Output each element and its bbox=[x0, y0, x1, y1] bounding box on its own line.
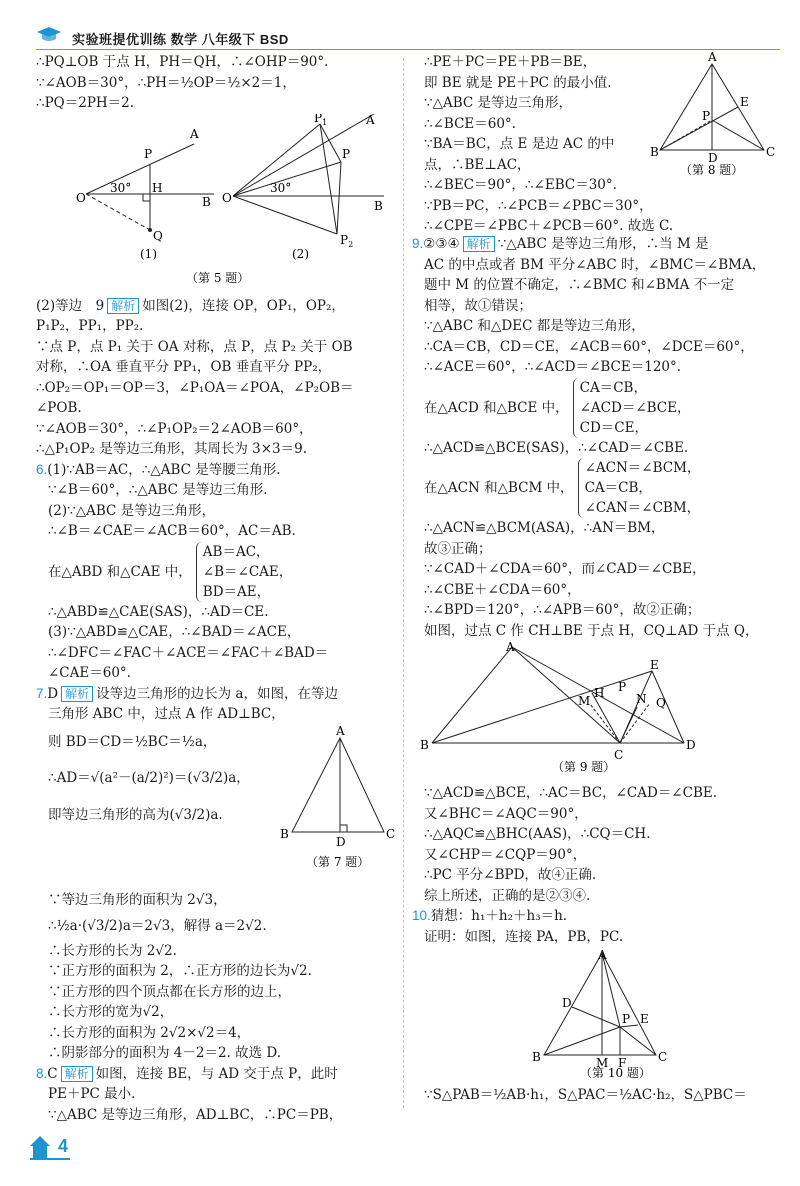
text-line: 即等边三角形的高为(√3/2)a. bbox=[48, 806, 223, 823]
graduation-cap-icon bbox=[36, 26, 62, 44]
text-line: 证明：如图，连接 PA，PB，PC. bbox=[424, 928, 624, 945]
svg-text:30°: 30° bbox=[110, 180, 132, 195]
text-line: ∵∠AOB＝30°，∴PH＝½OP＝½×2＝1， bbox=[36, 74, 296, 91]
text-line: ∴PQ⊥OB 于点 H，PH＝QH，∴∠OHP＝90°. bbox=[36, 54, 329, 70]
left-column bbox=[36, 52, 396, 1125]
text-line: 又∠CHP＝∠CQP＝90°， bbox=[424, 846, 587, 863]
text-line: ∵△ABC 是等边三角形，AD⊥BC，∴PC＝PB， bbox=[48, 1106, 343, 1123]
text-line: (3)∵△ABD≌△CAE，∴∠BAD＝∠ACE， bbox=[48, 624, 301, 640]
text-line: (2)∵△ABC 是等边三角形， bbox=[48, 502, 216, 519]
svg-text:A: A bbox=[506, 641, 515, 654]
text-line: ∴△AQC≌△BHC(AAS)，∴CQ＝CH. bbox=[424, 826, 651, 842]
svg-text:Q: Q bbox=[153, 228, 163, 243]
text-line: ∴∠CBE＋∠CDA＝60°， bbox=[424, 581, 581, 598]
column-divider bbox=[403, 58, 404, 1108]
fig8-caption: （第 8 题） bbox=[680, 163, 744, 177]
question-9: 9.②③④ 解析 ∵△ABC 是等边三角形，∴当 M 是 bbox=[412, 236, 709, 252]
text-line: ∴∠B＝∠CAE＝∠ACB＝60°，AC＝AB. bbox=[48, 523, 296, 539]
svg-text:O: O bbox=[222, 190, 232, 205]
text-line: ∴长方形的宽为√2， bbox=[48, 1004, 174, 1020]
text-line: ∴PQ＝2PH＝2. bbox=[36, 95, 135, 111]
text-line: ∵S△PAB＝½AB·h₁，S△PAC＝½AC·h₂，S△PBC＝ bbox=[424, 1087, 747, 1103]
svg-text:B: B bbox=[280, 827, 289, 841]
text-line: AC 的中点或者 BM 平分∠ABC 时，∠BMC＝∠BMA， bbox=[424, 256, 766, 273]
svg-text:A: A bbox=[708, 52, 717, 64]
text-line: ∴∠CPE＝∠PBC＋∠PCB＝60°. 故选 C. bbox=[424, 218, 674, 234]
text-line: 则 BD＝CD＝½BC＝½a， bbox=[48, 733, 217, 750]
svg-text:B: B bbox=[650, 145, 659, 159]
figure-5 bbox=[36, 114, 396, 296]
text-line: (2)等边 9 解析 如图(2)，连接 OP，OP₁，OP₂， bbox=[36, 297, 345, 314]
text-line: 又∠BHC＝∠AQC＝90°， bbox=[424, 805, 588, 822]
text-line: ∵∠AOB＝30°，∴∠P₁OP₂＝2∠AOB＝60°， bbox=[36, 420, 313, 437]
text-line: ∴△ABD≌△CAE(SAS)，∴AD＝CE. bbox=[48, 603, 269, 620]
figure-10-diagram bbox=[412, 947, 782, 1081]
fig10-caption: （第 10 题） bbox=[580, 1066, 651, 1080]
header-rule bbox=[36, 49, 780, 50]
text-line: ∴½a·(√3/2)a＝2√3，解得 a＝2√2. bbox=[48, 917, 267, 934]
analysis-tag: 解析 bbox=[107, 298, 139, 314]
fig5-caption: （第 5 题） bbox=[186, 270, 250, 285]
text-line: 如图，过点 C 作 CH⊥BE 于点 H，CQ⊥AD 于点 Q， bbox=[424, 622, 759, 639]
svg-text:E: E bbox=[650, 658, 659, 672]
svg-text:D: D bbox=[336, 835, 346, 849]
svg-text:N: N bbox=[636, 692, 647, 706]
text-line: ∴△ACN≌△BCM(ASA)，∴AN＝BM， bbox=[424, 520, 665, 536]
analysis-tag: 解析 bbox=[61, 1066, 93, 1082]
svg-text:B: B bbox=[532, 1050, 541, 1064]
text-line: ∠CAE＝60°. bbox=[48, 665, 131, 681]
question-6: 6.(1)∵AB＝AC，∴△ABC 是等腰三角形. bbox=[36, 461, 281, 478]
svg-text:D: D bbox=[686, 738, 696, 752]
text-line: ∴AD＝√(a²－(a/2)²)＝(√3/2)a， bbox=[48, 769, 250, 786]
text-line: ∴PC 平分∠BPD，故④正确. bbox=[424, 867, 597, 883]
svg-text:A: A bbox=[366, 113, 375, 127]
text-line: ∵正方形的面积为 2，∴正方形的边长为√2. bbox=[48, 963, 312, 979]
question-8: 8.C 解析 如图，连接 BE，与 AD 交于点 P，此时 bbox=[36, 1065, 338, 1082]
svg-text:M: M bbox=[578, 694, 591, 708]
system-brace-1: 在△ABD 和△CAE 中， AB＝AC， ∠B＝∠CAE， BD＝AE， bbox=[48, 543, 293, 600]
q8-continued bbox=[412, 52, 782, 234]
text-line: ∵∠B＝60°，∴△ABC 是等边三角形. bbox=[48, 482, 268, 498]
text-line: 即 BE 就是 PE＋PC 的最小值. bbox=[424, 74, 612, 91]
svg-text:Q: Q bbox=[656, 696, 666, 710]
analysis-tag: 解析 bbox=[463, 236, 495, 252]
svg-text:H: H bbox=[594, 686, 605, 700]
page-header bbox=[0, 0, 800, 50]
question-number: 6. bbox=[36, 461, 48, 477]
figure-7-diagram bbox=[276, 726, 396, 872]
svg-text:P1: $P_1$ bbox=[314, 113, 328, 127]
text-line: 题中 M 的位置不确定，∴∠BMC 和∠BMA 不一定 bbox=[424, 277, 735, 293]
svg-text:M: M bbox=[596, 1056, 609, 1070]
text-line: ∵BA＝BC，点 E 是边 AC 的中 bbox=[424, 136, 615, 152]
text-line: ∵点 P，点 P₁ 关于 OA 对称，点 P，点 P₂ 关于 OB bbox=[36, 338, 353, 355]
svg-text:F: F bbox=[618, 1056, 627, 1070]
svg-text:P: P bbox=[342, 146, 351, 161]
text-line: ∵△ACD≌△BCE，∴AC＝BC，∠CAD＝∠CBE. bbox=[424, 785, 718, 801]
svg-text:E: E bbox=[640, 1012, 649, 1026]
text-line: ∴CA＝CB，CD＝CE，∠ACB＝60°，∠DCE＝60°， bbox=[424, 338, 754, 355]
fig5-sub1: (1) bbox=[140, 246, 157, 261]
text-line: ∴长方形的面积为 2√2×√2＝4， bbox=[48, 1024, 251, 1041]
svg-text:30°: 30° bbox=[270, 180, 292, 195]
svg-text:P: P bbox=[618, 680, 627, 694]
right-column bbox=[412, 52, 782, 1106]
svg-text:C: C bbox=[614, 748, 624, 762]
text-line: ∴△ACD≌△BCE(SAS)，∴∠CAD＝∠CBE. bbox=[424, 439, 689, 456]
text-line: ∴OP₂＝OP₁＝OP＝3，∠P₁OA＝∠POA，∠P₂OB＝ bbox=[36, 379, 354, 396]
text-line: ∴PE＋PC＝PE＋PB＝BE， bbox=[424, 54, 597, 70]
fig9-caption: （第 9 题） bbox=[552, 760, 616, 774]
svg-text:A: A bbox=[336, 726, 345, 738]
text-line: ∴∠BCE＝60°. bbox=[424, 115, 516, 132]
svg-text:O: O bbox=[76, 190, 86, 205]
svg-text:P2: $P_2$ bbox=[340, 232, 354, 249]
text-line: ∴长方形的长为 2√2. bbox=[48, 942, 177, 959]
q7-block bbox=[36, 704, 396, 890]
text-line: ∵正方形的四个顶点都在长方形的边上， bbox=[48, 983, 291, 1000]
text-line: ∵∠CAD＋∠CDA＝60°，而∠CAD＝∠CBE， bbox=[424, 561, 706, 577]
system-brace-3: 在△ACN 和△BCM 中， ∠ACN＝∠BCM， CA＝CB， ∠CAN＝∠CBM， bbox=[424, 460, 701, 516]
text-line: ∵△ABC 和△DEC 都是等边三角形， bbox=[424, 318, 645, 334]
svg-text:H: H bbox=[152, 180, 163, 195]
text-line: ∴∠ACE＝60°，∴∠ACD＝∠BCE＝120°. bbox=[424, 359, 682, 375]
svg-text:B: B bbox=[202, 194, 211, 209]
text-line: ∴∠DFC＝∠FAC＋∠ACE＝∠FAC＋∠BAD＝ bbox=[48, 644, 329, 661]
text-line: ∵△ABC 是等边三角形， bbox=[424, 95, 573, 111]
svg-text:A: A bbox=[598, 948, 607, 962]
text-line: 故③正确； bbox=[424, 540, 492, 557]
svg-text:P: P bbox=[144, 146, 153, 161]
svg-text:D: D bbox=[562, 996, 572, 1010]
text-line: ∴∠BPD＝120°，∴∠APB＝60°，故②正确； bbox=[424, 602, 701, 618]
svg-text:P: P bbox=[622, 1012, 631, 1026]
text-line: P₁P₂，PP₁，PP₂. bbox=[36, 318, 144, 334]
analysis-tag: 解析 bbox=[61, 686, 93, 702]
question-7: 7.D 解析 设等边三角形的边长为 a，如图，在等边 bbox=[36, 685, 338, 702]
svg-text:A: A bbox=[190, 126, 199, 141]
text-line: 对称，∴OA 垂直平分 PP₁，OB 垂直平分 PP₂， bbox=[36, 359, 332, 375]
svg-text:C: C bbox=[658, 1050, 668, 1064]
text-line: ∴∠BEC＝90°，∴∠EBC＝30°. bbox=[424, 177, 617, 193]
figure-5-diagram bbox=[36, 114, 396, 296]
text-line: ∴阴影部分的面积为 4－2＝2. 故选 D. bbox=[48, 1045, 282, 1061]
svg-text:D: D bbox=[708, 151, 718, 165]
svg-text:C: C bbox=[766, 145, 776, 159]
text-line: PE＋PC 最小. bbox=[48, 1086, 136, 1102]
svg-text:P: P bbox=[702, 109, 711, 123]
svg-text:B: B bbox=[420, 738, 429, 752]
text-line: ∵等边三角形的面积为 2√3， bbox=[48, 892, 227, 908]
text-line: 点，∴BE⊥AC， bbox=[424, 156, 531, 173]
text-line: ∴△P₁OP₂ 是等边三角形，其周长为 3×3＝9. bbox=[36, 441, 307, 457]
text-line: 相等，故①错误； bbox=[424, 297, 532, 314]
question-10: 10.猜想：h₁＋h₂＋h₃＝h. bbox=[412, 908, 568, 924]
fig5-sub2: (2) bbox=[292, 246, 309, 261]
fig7-caption: （第 7 题） bbox=[306, 855, 370, 869]
figure-8-diagram bbox=[650, 52, 780, 190]
system-brace-2: 在△ACD 和△BCE 中， CA＝CB， ∠ACD＝∠BCE， CD＝CE， bbox=[424, 379, 691, 436]
text-line: ∠POB. bbox=[36, 400, 82, 416]
svg-text:B: B bbox=[374, 198, 383, 213]
figure-9-diagram bbox=[412, 641, 782, 779]
header-title: 实验班提优训练 数学 八年级下 BSD bbox=[72, 32, 289, 47]
text-line: 三角形 ABC 中，过点 A 作 AD⊥BC， bbox=[48, 706, 285, 722]
svg-text:C: C bbox=[386, 827, 396, 841]
text-line: 综上所述，正确的是②③④. bbox=[424, 887, 591, 904]
text-line: ∵PB＝PC，∴∠PCB＝∠PBC＝30°， bbox=[424, 197, 653, 214]
svg-text:E: E bbox=[740, 95, 749, 109]
page-number: 4 bbox=[58, 1136, 69, 1156]
